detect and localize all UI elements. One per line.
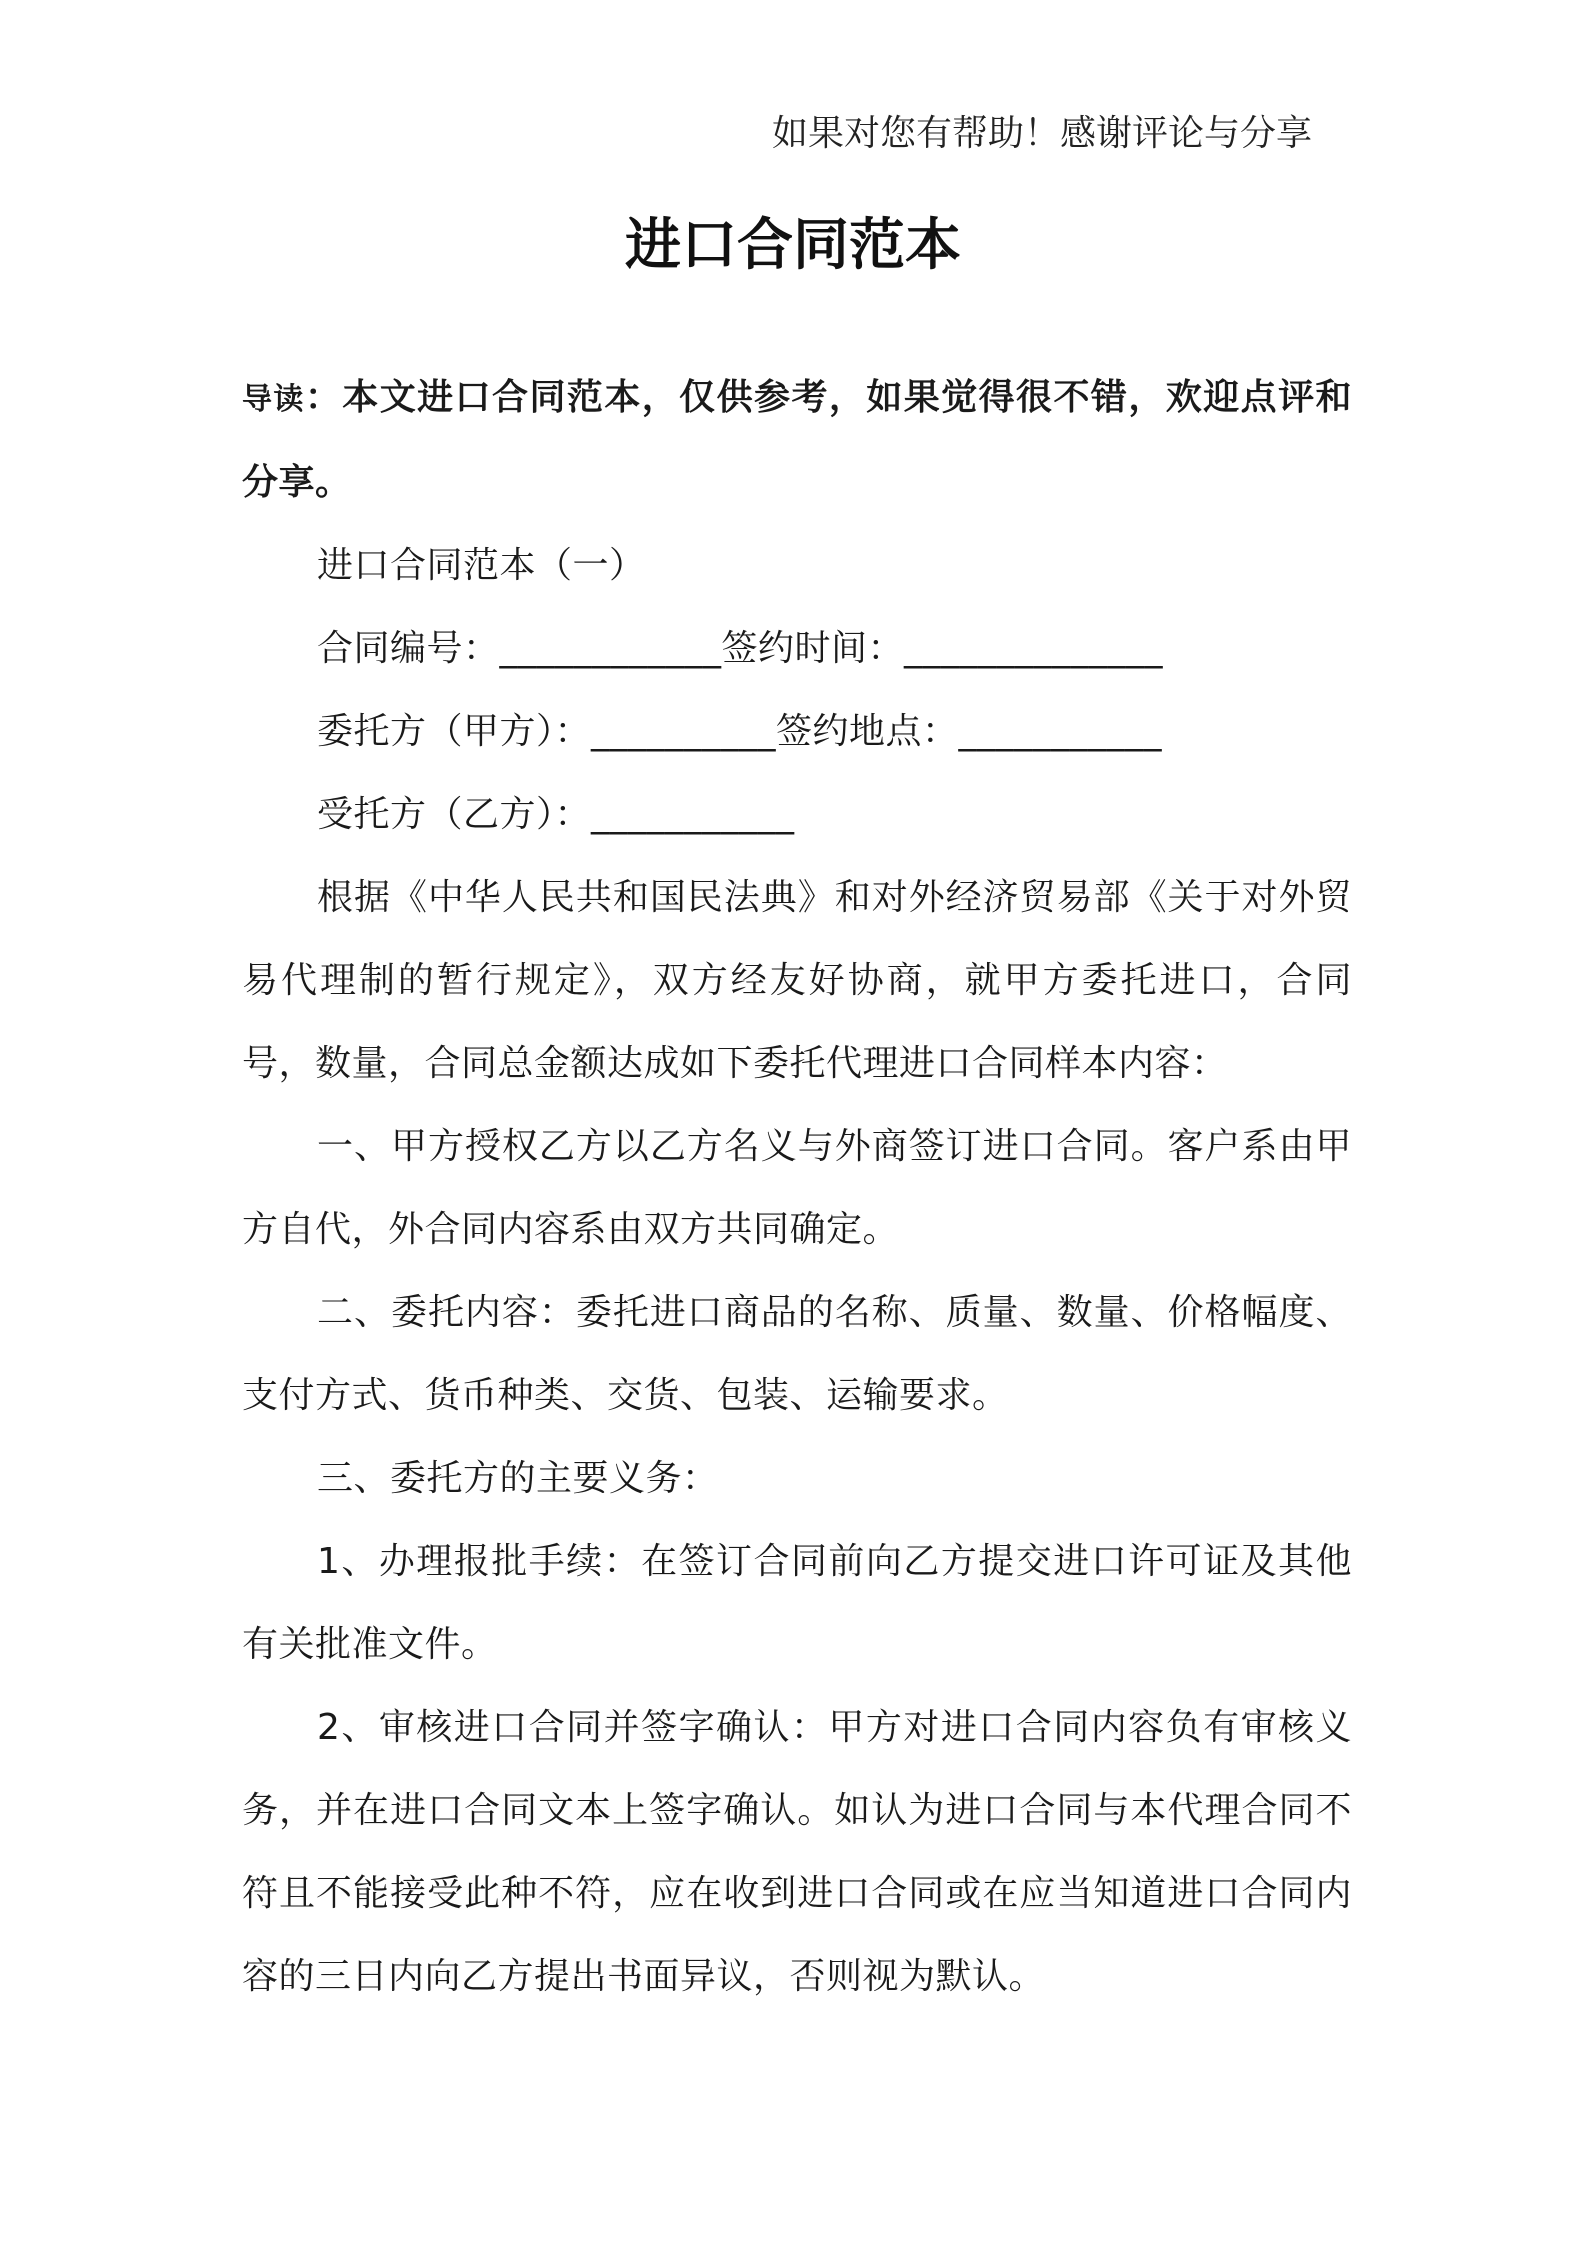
paragraph-clause-2: 二、委托内容：委托进口商品的名称、质量、数量、价格幅度、支付方式、货币种类、交货、包装、运输要求。 xyxy=(242,1292,1352,1416)
paragraph-preamble: 根据《中华人民共和国民法典》和对外经济贸易部《关于对外贸易代理制的暂行规定》，双方经友好协商，就甲方委托进口，合同号，数量，合同总金额达成如下委托代理进口合同样本内容： xyxy=(242,877,1352,1084)
document-body xyxy=(242,356,1352,2018)
paragraph-clause-1: 一、甲方授权乙方以乙方名义与外商签订进口合同。客户系由甲方自代，外合同内容系由双方共同确定。 xyxy=(242,1126,1352,1250)
section-heading: 进口合同范本（一） xyxy=(317,545,646,586)
guide-paragraph xyxy=(242,356,1352,524)
guide-text: ：本文进口合同范本，仅供参考，如果觉得很不错，欢迎点评和分享。 xyxy=(242,377,1352,503)
paragraph-clause-3-item-1: 1、办理报批手续：在签订合同前向乙方提交进口许可证及其他有关批准文件。 xyxy=(242,1541,1352,1665)
paragraph-clause-3-item-2: 2、审核进口合同并签字确认：甲方对进口合同内容负有审核义务，并在进口合同文本上签字确认。如认为进口合同与本代理合同不符且不能接受此种不符，应在收到进口合同或在应当知道进口合同内容的三日内向乙方提出书面异议，否则视为默认。 xyxy=(242,1707,1352,1997)
agent-field: 受托方（乙方）：___________ xyxy=(317,794,795,835)
document-title: 进口合同范本 xyxy=(625,213,961,278)
header-note: 如果对您有帮助！感谢评论与分享 xyxy=(772,113,1313,154)
paragraph-clause-3-heading: 三、委托方的主要义务： xyxy=(317,1458,719,1499)
client-and-location-fields: 委托方（甲方）：__________签约地点：___________ xyxy=(317,711,1163,752)
contract-number-and-date-fields: 合同编号：____________签约时间：______________ xyxy=(317,628,1164,669)
guide-label: 导读 xyxy=(242,382,305,417)
